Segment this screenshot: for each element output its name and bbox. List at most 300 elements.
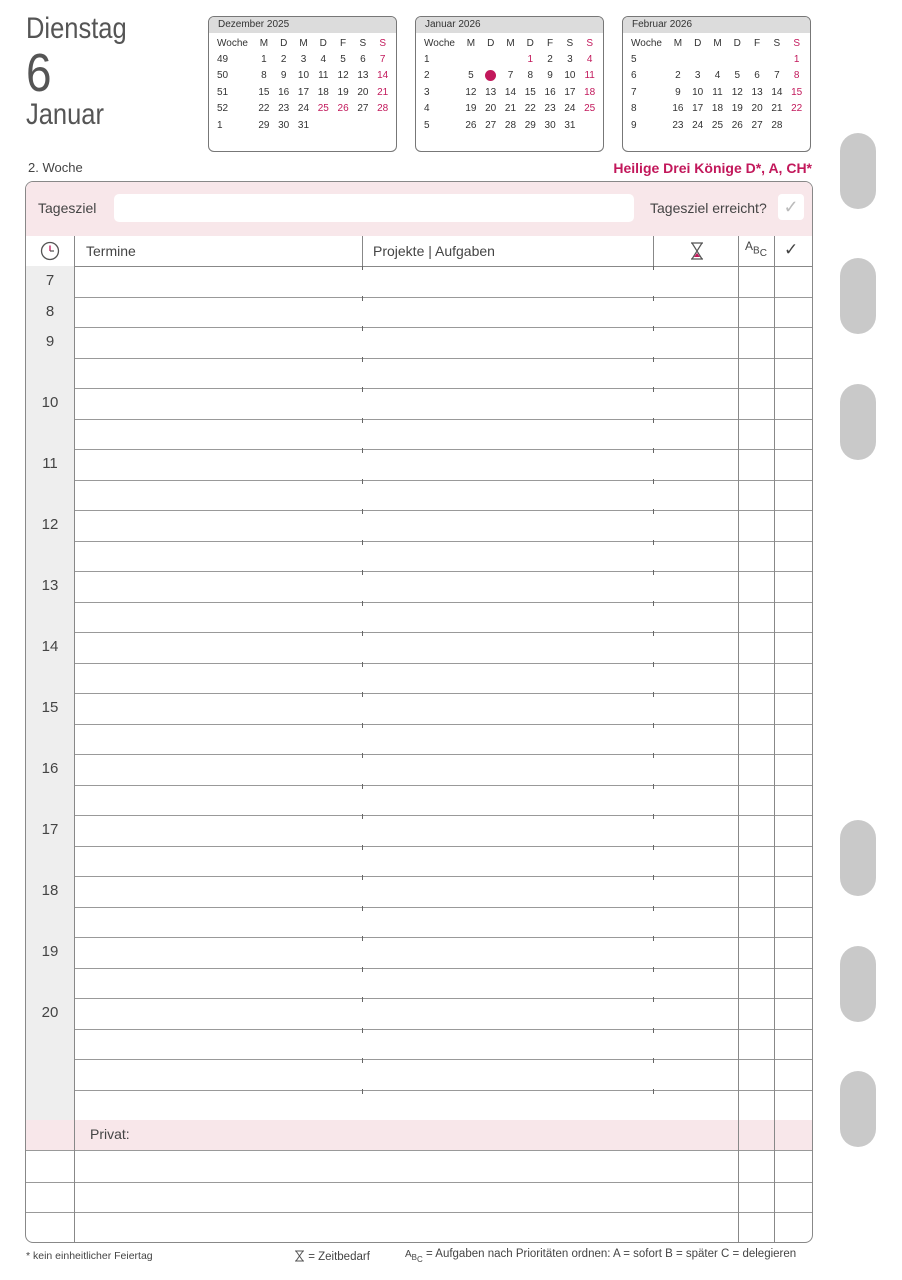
hour-row[interactable] [26, 388, 812, 420]
hour-row[interactable] [26, 571, 812, 603]
hour-label [26, 1029, 75, 1060]
week-number-cell: 4 [424, 103, 430, 115]
column-tick [653, 1058, 654, 1063]
hour-label [26, 358, 75, 389]
hour-row[interactable] [26, 480, 812, 512]
column-tick [653, 692, 654, 697]
calendar-day[interactable]: 27 [485, 119, 497, 131]
hour-label: 12 [26, 510, 75, 541]
calendar-header-cell: M [466, 37, 476, 49]
column-termine: Termine [86, 243, 136, 259]
calendar-day[interactable]: 24 [297, 103, 310, 115]
calendar-day[interactable]: 22 [791, 103, 803, 115]
calendar-day[interactable]: 6 [360, 54, 366, 66]
column-tick [653, 1028, 654, 1033]
hour-label [26, 785, 75, 816]
mini-calendar-title: Januar 2026 [416, 17, 603, 33]
column-tick [653, 967, 654, 972]
calendar-day[interactable]: 26 [731, 119, 743, 131]
hour-row[interactable] [26, 602, 812, 634]
hour-row[interactable] [26, 1090, 812, 1122]
hour-label [26, 541, 75, 572]
duration-header-divider [653, 236, 654, 266]
calendar-header-cell: M [673, 37, 683, 49]
footnote-duration [294, 1250, 370, 1263]
register-tab[interactable] [840, 384, 876, 460]
calendar-day[interactable]: 24 [692, 119, 704, 131]
column-tick [653, 387, 654, 392]
column-tick [362, 1028, 363, 1033]
hour-row[interactable] [26, 541, 812, 573]
calendar-day[interactable]: 16 [672, 103, 684, 115]
week-number-cell: 2 [424, 70, 430, 82]
hour-label [26, 480, 75, 511]
hour-label: 18 [26, 876, 75, 907]
calendar-day[interactable]: 12 [731, 86, 743, 98]
hourglass-icon [294, 1250, 305, 1262]
calendar-header-cell: D [733, 37, 741, 49]
column-tick [362, 753, 363, 758]
column-tick [653, 631, 654, 636]
private-line[interactable] [26, 1212, 812, 1243]
calendar-day[interactable]: 15 [791, 86, 803, 98]
calendar-day[interactable]: 25 [711, 119, 724, 131]
calendar-day[interactable]: 21 [377, 86, 389, 98]
hour-label [26, 907, 75, 938]
column-tick [653, 875, 654, 880]
column-tick [362, 936, 363, 941]
hour-row[interactable] [26, 358, 812, 390]
week-number-cell: 9 [631, 119, 637, 131]
column-tick [362, 875, 363, 880]
calendar-day[interactable]: 29 [524, 119, 536, 131]
week-number-cell: 6 [631, 70, 637, 82]
done-column-icon: ✓ [784, 240, 799, 259]
calendar-day[interactable]: 10 [297, 70, 310, 82]
calendar-day[interactable]: 12 [465, 86, 477, 98]
time-column-divider [74, 236, 75, 1242]
calendar-day[interactable]: 20 [485, 103, 497, 115]
calendar-day[interactable]: 28 [377, 103, 389, 115]
calendar-day[interactable]: 4 [320, 54, 327, 66]
week-number-cell: 1 [424, 54, 430, 66]
column-tick [653, 357, 654, 362]
hour-row[interactable] [26, 937, 812, 969]
calendar-day[interactable]: 20 [751, 103, 763, 115]
hour-row[interactable] [26, 724, 812, 756]
calendar-day[interactable]: 14 [504, 86, 517, 98]
hour-row[interactable] [26, 632, 812, 664]
calendar-day[interactable]: 24 [564, 103, 576, 115]
week-number-cell: 7 [631, 86, 637, 98]
calendar-day[interactable]: 16 [278, 86, 290, 98]
calendar-header-cell: S [379, 37, 387, 49]
week-number-cell: 5 [631, 54, 637, 66]
calendar-day[interactable]: 17 [692, 103, 704, 115]
calendar-day[interactable]: 17 [564, 86, 576, 98]
column-tick [653, 326, 654, 331]
calendar-header-cell: M [259, 37, 269, 49]
private-line[interactable] [26, 1151, 812, 1183]
hour-row[interactable] [26, 510, 812, 542]
calendar-day[interactable] [461, 51, 481, 67]
column-tick [362, 479, 363, 484]
calendar-day[interactable]: 22 [524, 103, 536, 115]
calendar-day[interactable]: 13 [357, 70, 369, 82]
calendar-header-cell: F [547, 37, 554, 49]
calendar-header-cell: M [713, 37, 722, 49]
calendar-day[interactable] [333, 117, 353, 133]
priority-column-divider [738, 236, 739, 1242]
calendar-day[interactable] [353, 117, 373, 133]
private-line[interactable] [26, 1182, 812, 1214]
day-number: 6 [26, 43, 52, 103]
month-name: Januar [26, 98, 104, 131]
calendar-header-cell: S [773, 37, 781, 49]
footnote-priorities [405, 1248, 796, 1264]
week-number: 2. Woche [28, 160, 83, 175]
column-tick [653, 570, 654, 575]
calendar-day[interactable]: 7 [379, 54, 386, 66]
calendar-day[interactable]: 25 [317, 103, 329, 115]
calendar-header-cell: D [694, 37, 702, 49]
calendar-day[interactable] [481, 51, 501, 67]
column-tick [362, 723, 363, 728]
calendar-day[interactable]: 19 [337, 86, 349, 98]
hour-label: 11 [26, 449, 75, 480]
hour-label [26, 846, 75, 877]
hour-row[interactable] [26, 266, 812, 298]
mini-calendar [208, 16, 397, 152]
abc-priority-icon: $A_{BC}$ [405, 1249, 423, 1264]
calendar-day[interactable]: 2 [280, 54, 287, 66]
calendar-day[interactable]: 3 [300, 54, 307, 66]
hour-row[interactable] [26, 785, 812, 817]
calendar-day[interactable]: 3 [694, 70, 701, 82]
week-number-cell: 5 [424, 119, 430, 131]
hour-row[interactable] [26, 754, 812, 786]
column-tick [362, 296, 363, 301]
hour-label [26, 968, 75, 999]
private-row [26, 1120, 812, 1151]
column-tick [362, 509, 363, 514]
done-column-divider [774, 236, 775, 1242]
hour-label: 20 [26, 998, 75, 1029]
calendar-day[interactable]: 15 [524, 86, 536, 98]
week-number-cell: 1 [217, 119, 223, 131]
week-number-cell: 8 [631, 103, 637, 115]
calendar-day[interactable]: 14 [771, 86, 783, 98]
column-tick [362, 326, 363, 331]
column-tick [362, 906, 363, 911]
hour-label [26, 663, 75, 694]
private-label: Privat: [90, 1126, 130, 1142]
daily-goal-label: Tagesziel [38, 200, 97, 216]
column-tick [653, 540, 654, 545]
column-tick [653, 784, 654, 789]
calendar-header-cell: M [506, 37, 515, 49]
calendar-day[interactable]: 31 [297, 119, 310, 131]
week-number-cell: 51 [217, 86, 229, 98]
calendar-day[interactable] [580, 117, 600, 133]
hour-label: 15 [26, 693, 75, 724]
calendar-day[interactable]: 19 [731, 103, 743, 115]
mini-calendar-title: Februar 2026 [623, 17, 810, 33]
calendar-day[interactable]: 2 [675, 70, 681, 82]
register-tab[interactable] [840, 946, 876, 1022]
calendar-header-cell: D [487, 37, 495, 49]
calendar-day[interactable]: 7 [774, 70, 780, 82]
calendar-day[interactable] [481, 68, 501, 84]
column-tick [653, 662, 654, 667]
column-tick [362, 357, 363, 362]
column-tick [362, 540, 363, 545]
hour-row[interactable] [26, 846, 812, 878]
column-tick [653, 906, 654, 911]
column-tick [653, 418, 654, 423]
week-number-cell: 49 [217, 54, 229, 66]
calendar-day[interactable]: 3 [567, 54, 573, 66]
calendar-day[interactable]: 26 [337, 103, 349, 115]
weekday: Dienstag [26, 12, 127, 45]
hourglass-icon [689, 242, 705, 260]
mini-calendar [622, 16, 811, 152]
register-tab[interactable] [840, 820, 876, 896]
clock-icon [40, 241, 60, 261]
calendar-day[interactable]: 16 [544, 86, 556, 98]
calendar-day[interactable] [373, 117, 393, 133]
calendar-day[interactable]: 18 [711, 103, 724, 115]
calendar-header-cell: S [359, 37, 367, 49]
calendar-day[interactable]: 17 [297, 86, 310, 98]
column-tick [653, 509, 654, 514]
calendar-day[interactable]: 27 [751, 119, 763, 131]
calendar-day[interactable]: 5 [468, 70, 474, 82]
footnote-priorities-text: = Aufgaben nach Prioritäten ordnen: A = sofort B = später C = delegieren [426, 1248, 797, 1260]
hour-row[interactable] [26, 876, 812, 908]
calendar-day[interactable]: 19 [465, 103, 477, 115]
calendar-header-cell: F [754, 37, 761, 49]
calendar-day[interactable]: 9 [280, 70, 287, 82]
calendar-day[interactable]: 12 [337, 70, 349, 82]
calendar-header-cell: D [526, 37, 534, 49]
hour-label: 10 [26, 388, 75, 419]
column-tick [362, 418, 363, 423]
hour-label: 7 [26, 266, 75, 297]
column-tick [653, 723, 654, 728]
register-tab[interactable] [840, 1071, 876, 1147]
schedule-header [26, 236, 812, 267]
calendar-day[interactable]: 8 [261, 70, 267, 82]
calendar-day[interactable]: 13 [751, 86, 763, 98]
goal-achieved-checkbox[interactable]: ✓ [778, 194, 804, 220]
calendar-day[interactable] [668, 51, 688, 67]
calendar-day[interactable] [767, 51, 787, 67]
column-tick [362, 448, 363, 453]
calendar-day[interactable]: 21 [504, 103, 517, 115]
calendar-day[interactable]: 10 [564, 70, 576, 82]
hour-label: 14 [26, 632, 75, 663]
calendar-day[interactable]: 23 [544, 103, 556, 115]
column-tick [653, 296, 654, 301]
column-tick [653, 845, 654, 850]
column-tick [362, 692, 363, 697]
column-tick [653, 1089, 654, 1094]
calendar-day[interactable] [787, 117, 807, 133]
calendar-day[interactable]: 4 [714, 70, 721, 82]
column-tick [653, 753, 654, 758]
calendar-day[interactable]: 7 [507, 70, 514, 82]
calendar-day[interactable]: 9 [547, 70, 553, 82]
hour-row[interactable] [26, 327, 812, 359]
calendar-day[interactable]: 26 [465, 119, 477, 131]
calendar-day[interactable] [688, 51, 708, 67]
calendar-day[interactable]: 22 [258, 103, 270, 115]
hour-row[interactable] [26, 907, 812, 939]
calendar-day[interactable]: 20 [357, 86, 369, 98]
calendar-day[interactable]: 30 [544, 119, 556, 131]
column-tick [362, 845, 363, 850]
hour-label: 8 [26, 297, 75, 328]
calendar-day[interactable]: 21 [771, 103, 783, 115]
calendar-header-cell: S [793, 37, 801, 49]
calendar-day[interactable] [313, 117, 333, 133]
column-tick [362, 997, 363, 1002]
calendar-day[interactable] [708, 51, 728, 67]
goal-achieved-label: Tagesziel erreicht? [650, 200, 767, 216]
calendar-header-cell: Woche [217, 37, 248, 49]
calendar-day[interactable]: 1 [527, 54, 534, 66]
calendar-day[interactable]: 14 [377, 70, 389, 82]
hour-label [26, 724, 75, 755]
calendar-day[interactable]: 4 [586, 54, 593, 66]
hour-label: 13 [26, 571, 75, 602]
daily-goal-field[interactable] [114, 194, 634, 222]
column-tick [362, 967, 363, 972]
hour-row[interactable] [26, 297, 812, 329]
calendar-day[interactable]: 29 [258, 119, 270, 131]
calendar-day[interactable]: 15 [258, 86, 270, 98]
hour-label: 16 [26, 754, 75, 785]
register-tab[interactable] [840, 133, 876, 209]
calendar-day[interactable]: 28 [771, 119, 783, 131]
hour-label [26, 419, 75, 450]
calendar-day[interactable]: 27 [357, 103, 369, 115]
calendar-day[interactable]: 10 [692, 86, 704, 98]
abc-priority-icon: $A_{BC}$ [745, 239, 767, 259]
calendar-day[interactable]: 1 [793, 54, 800, 66]
footnote-duration-text: = Zeitbedarf [308, 1251, 370, 1263]
calendar-day[interactable]: 28 [504, 119, 517, 131]
projects-header-divider [362, 236, 363, 266]
column-tick [362, 387, 363, 392]
calendar-header-cell: D [319, 37, 327, 49]
hour-label: 17 [26, 815, 75, 846]
calendar-header-cell: Woche [631, 37, 662, 49]
calendar-day[interactable]: 31 [564, 119, 576, 131]
calendar-day[interactable]: 11 [584, 70, 595, 82]
calendar-day[interactable]: 8 [793, 70, 800, 82]
calendar-day[interactable]: 9 [675, 86, 681, 98]
calendar-header-cell: M [299, 37, 308, 49]
calendar-day[interactable] [727, 51, 747, 67]
calendar-day[interactable]: 5 [340, 54, 346, 66]
column-tick [362, 570, 363, 575]
calendar-day[interactable]: 30 [278, 119, 290, 131]
calendar-header-cell: F [340, 37, 347, 49]
hour-row[interactable] [26, 449, 812, 481]
hour-label: 19 [26, 937, 75, 968]
calendar-day[interactable]: 18 [584, 86, 596, 98]
daily-goal-bar [26, 182, 812, 237]
hour-row[interactable] [26, 1029, 812, 1061]
hour-label [26, 602, 75, 633]
calendar-day[interactable] [501, 51, 521, 67]
holiday-label: Heilige Drei Könige D*, A, CH* [613, 160, 812, 176]
column-tick [362, 784, 363, 789]
column-tick [653, 601, 654, 606]
week-number-cell: 3 [424, 86, 430, 98]
calendar-day[interactable]: 6 [754, 70, 760, 82]
calendar-day[interactable]: 11 [712, 86, 723, 98]
calendar-day[interactable]: 11 [318, 70, 329, 82]
calendar-day[interactable]: 13 [485, 86, 497, 98]
column-tick [362, 814, 363, 819]
week-number-cell: 50 [217, 70, 229, 82]
calendar-header-cell: S [586, 37, 594, 49]
hour-row[interactable] [26, 663, 812, 695]
calendar-day[interactable]: 5 [734, 70, 741, 82]
hour-row[interactable] [26, 1059, 812, 1091]
calendar-header-cell: S [566, 37, 574, 49]
hour-label [26, 1059, 75, 1090]
hour-row[interactable] [26, 998, 812, 1030]
calendar-day[interactable]: 8 [527, 70, 534, 82]
calendar-day[interactable]: 23 [672, 119, 684, 131]
column-tick [653, 997, 654, 1002]
column-tick [362, 662, 363, 667]
column-tick [653, 448, 654, 453]
hour-label [26, 1090, 75, 1121]
column-tick [362, 631, 363, 636]
day-planner-frame [25, 181, 813, 1243]
mini-calendar [415, 16, 604, 152]
hour-row[interactable] [26, 815, 812, 847]
calendar-header-cell: D [280, 37, 288, 49]
calendar-day[interactable]: 18 [317, 86, 329, 98]
column-projekte: Projekte | Aufgaben [373, 243, 495, 259]
calendar-day[interactable]: 2 [547, 54, 553, 66]
calendar-day[interactable]: 1 [261, 54, 267, 66]
mini-calendar-title: Dezember 2025 [209, 17, 396, 33]
calendar-day[interactable] [747, 51, 767, 67]
column-tick [653, 936, 654, 941]
hour-label: 9 [26, 327, 75, 358]
register-tab[interactable] [840, 258, 876, 334]
calendar-header-cell: Woche [424, 37, 455, 49]
hour-row[interactable] [26, 693, 812, 725]
calendar-day[interactable]: 25 [584, 103, 596, 115]
hour-row[interactable] [26, 968, 812, 1000]
calendar-day[interactable]: 23 [278, 103, 290, 115]
column-tick [362, 1089, 363, 1094]
column-tick [362, 1058, 363, 1063]
column-tick [653, 479, 654, 484]
column-tick [653, 814, 654, 819]
week-number-cell: 52 [217, 103, 229, 115]
hour-row[interactable] [26, 419, 812, 451]
column-tick [362, 601, 363, 606]
